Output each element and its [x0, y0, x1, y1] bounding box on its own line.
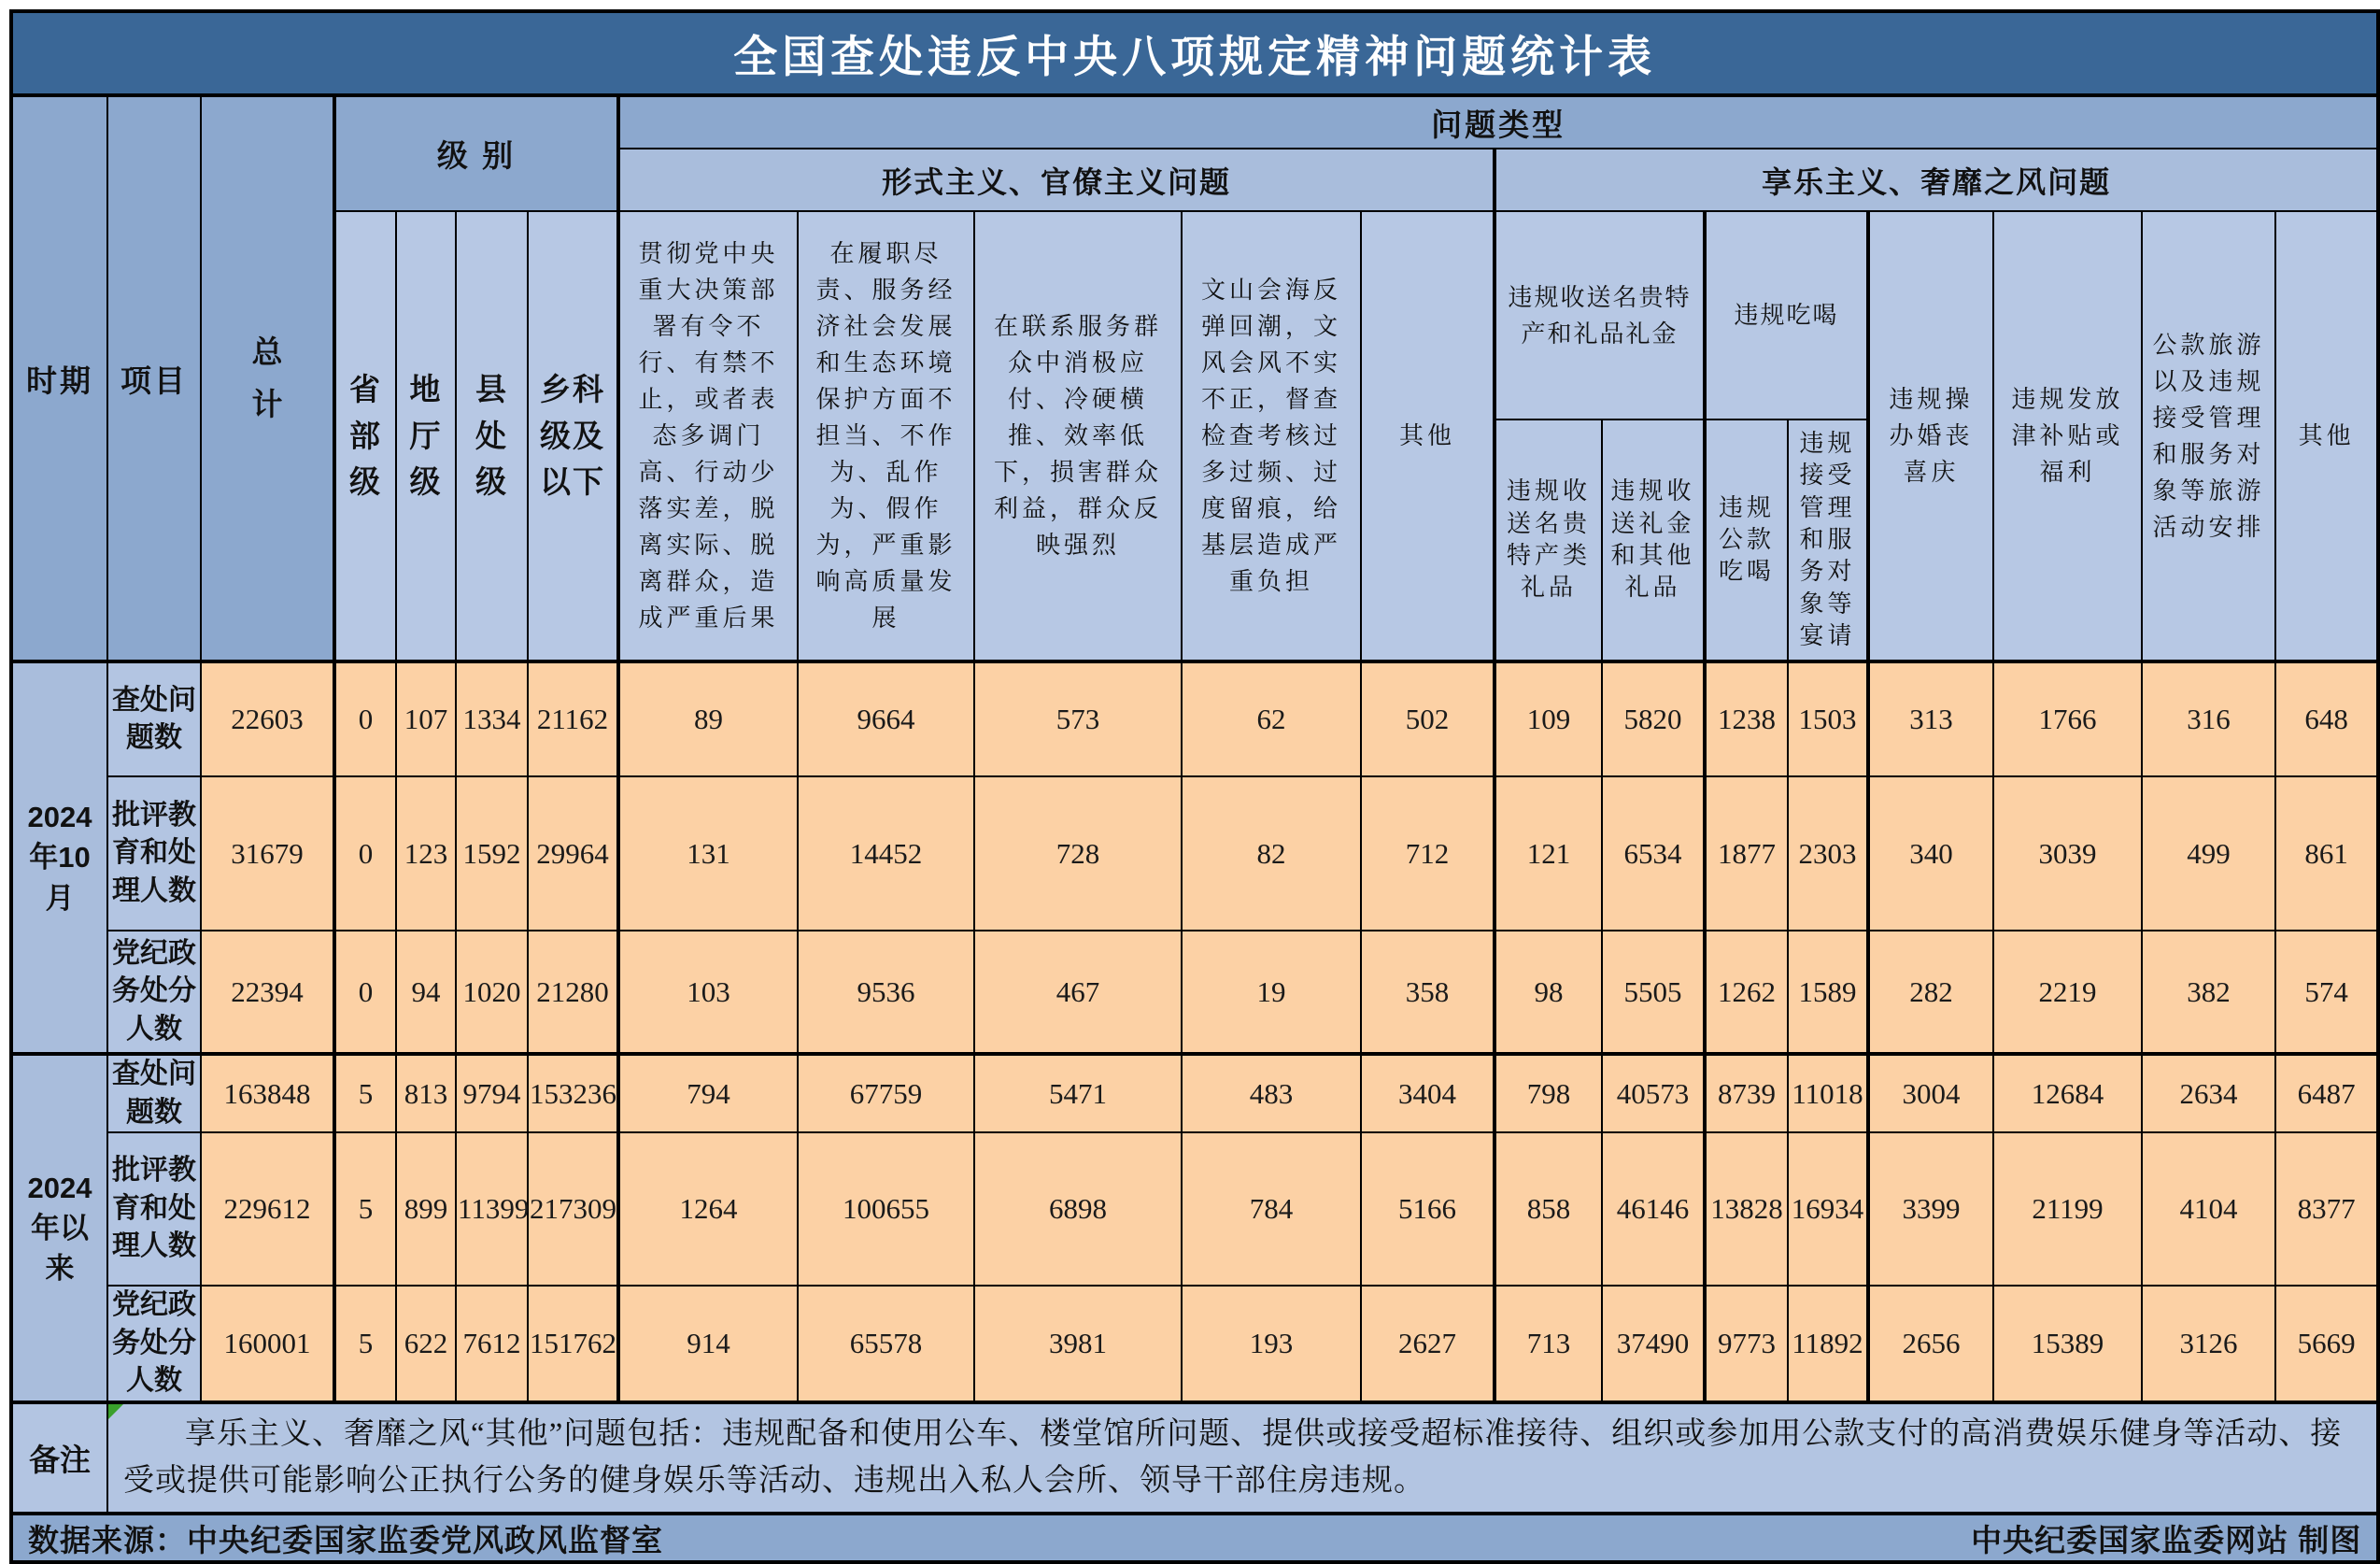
value-cell: 2219	[1993, 931, 2142, 1054]
value-cell: 728	[974, 776, 1182, 931]
value-cell: 131	[618, 776, 798, 931]
group-header-hedonism: 享乐主义、奢靡之风问题	[1495, 149, 2378, 211]
header-row-1	[11, 95, 2378, 149]
source-bar	[11, 1514, 2378, 1562]
value-cell: 467	[974, 931, 1182, 1054]
value-cell: 2303	[1788, 776, 1868, 931]
title-row	[11, 11, 2378, 95]
value-cell: 713	[1495, 1286, 1602, 1402]
value-cell: 67759	[798, 1054, 974, 1132]
col-header-total	[201, 95, 334, 661]
value-cell: 9664	[798, 661, 974, 776]
col-header-wedding-funeral: 违规操办婚丧喜庆	[1868, 211, 1993, 661]
value-cell: 31679	[201, 776, 334, 931]
value-cell: 5166	[1361, 1132, 1495, 1286]
value-cell: 1592	[456, 776, 528, 931]
total-label: 总计	[251, 334, 283, 422]
group-header-problem-type: 问题类型	[618, 95, 2378, 149]
value-cell: 121	[1495, 776, 1602, 931]
group-header-dining: 违规吃喝	[1705, 211, 1868, 419]
group-header-gifts: 违规收送名贵特产和礼品礼金	[1495, 211, 1705, 419]
value-cell: 160001	[201, 1286, 334, 1402]
col-header-subsidies-welfare: 违规发放津补贴或福利	[1993, 211, 2142, 661]
value-cell: 3039	[1993, 776, 2142, 931]
value-cell: 813	[396, 1054, 456, 1132]
value-cell: 1264	[618, 1132, 798, 1286]
value-cell: 40573	[1602, 1054, 1705, 1132]
value-cell: 1877	[1705, 776, 1788, 931]
value-cell: 8377	[2275, 1132, 2378, 1286]
value-cell: 1766	[1993, 661, 2142, 776]
col-header-gift-money: 违规收送礼金和其他礼品	[1602, 419, 1705, 661]
value-cell: 37490	[1602, 1286, 1705, 1402]
value-cell: 46146	[1602, 1132, 1705, 1286]
value-cell: 5	[334, 1054, 396, 1132]
row-label-cell: 查处问题数	[107, 661, 201, 776]
value-cell: 98	[1495, 931, 1602, 1054]
value-cell: 12684	[1993, 1054, 2142, 1132]
col-header-public-funds-dining: 违规公款吃喝	[1705, 419, 1788, 661]
value-cell: 11399	[456, 1132, 528, 1286]
col-header-formalism-other: 其他	[1361, 211, 1495, 661]
value-cell: 2656	[1868, 1286, 1993, 1402]
value-cell: 0	[334, 931, 396, 1054]
value-cell: 6898	[974, 1132, 1182, 1286]
value-cell: 19	[1182, 931, 1361, 1054]
value-cell: 7612	[456, 1286, 528, 1402]
col-header-serving-masses: 在联系服务群众中消极应付、冷硬横推、效率低下，损害群众利益，群众反映强烈	[974, 211, 1182, 661]
note-row	[11, 1402, 2378, 1514]
value-cell: 4104	[2142, 1132, 2275, 1286]
value-cell: 151762	[528, 1286, 618, 1402]
value-cell: 3399	[1868, 1132, 1993, 1286]
col-header-policy-implementation: 贯彻党中央重大决策部署有令不行、有禁不止，或者表态多调门高、行动少落实差，脱离实际、脱离群众，造成严重后果	[618, 211, 798, 661]
value-cell: 3004	[1868, 1054, 1993, 1132]
value-cell: 5471	[974, 1054, 1182, 1132]
value-cell: 358	[1361, 931, 1495, 1054]
value-cell: 16934	[1788, 1132, 1868, 1286]
value-cell: 22603	[201, 661, 334, 776]
value-cell: 229612	[201, 1132, 334, 1286]
value-cell: 13828	[1705, 1132, 1788, 1286]
value-cell: 11892	[1788, 1286, 1868, 1402]
value-cell: 1589	[1788, 931, 1868, 1054]
note-cell	[107, 1402, 2378, 1514]
credit-text: 中央纪委国家监委网站 制图	[1971, 1522, 2362, 1557]
value-cell: 574	[2275, 931, 2378, 1054]
period-cell: 2024年10月	[11, 661, 107, 1054]
note-label-cell: 备注	[11, 1402, 107, 1514]
value-cell: 784	[1182, 1132, 1361, 1286]
value-cell: 15389	[1993, 1286, 2142, 1402]
table-row	[11, 1054, 2378, 1132]
value-cell: 22394	[201, 931, 334, 1054]
col-header-county-level: 县处级	[456, 211, 528, 661]
row-label-cell: 查处问题数	[107, 1054, 201, 1132]
col-header-township-level: 乡科级及以下	[528, 211, 618, 661]
value-cell: 712	[1361, 776, 1495, 931]
value-cell: 193	[1182, 1286, 1361, 1402]
value-cell: 153236	[528, 1054, 618, 1132]
value-cell: 6534	[1602, 776, 1705, 931]
value-cell: 573	[974, 661, 1182, 776]
value-cell: 9536	[798, 931, 974, 1054]
table-row	[11, 776, 2378, 931]
col-header-gift-specialty: 违规收送名贵特产类礼品	[1495, 419, 1602, 661]
value-cell: 217309	[528, 1132, 618, 1286]
value-cell: 858	[1495, 1132, 1602, 1286]
value-cell: 14452	[798, 776, 974, 931]
value-cell: 0	[334, 661, 396, 776]
table-row	[11, 931, 2378, 1054]
value-cell: 3126	[2142, 1286, 2275, 1402]
col-header-banquet-invitation: 违规接受管理和服务对象等宴请	[1788, 419, 1868, 661]
value-cell: 1334	[456, 661, 528, 776]
col-header-prefecture-level: 地厅级	[396, 211, 456, 661]
note-text: 享乐主义、奢靡之风“其他”问题包括：违规配备和使用公车、楼堂馆所问题、提供或接受超标准接待、组织或参加用公款支付的高消费娱乐健身等活动、接受或提供可能影响公正执行公务的健身娱乐等活动、违规出入私人会所、领导干部住房违规。	[123, 1417, 2343, 1498]
value-cell: 65578	[798, 1286, 974, 1402]
value-cell: 123	[396, 776, 456, 931]
value-cell: 2627	[1361, 1286, 1495, 1402]
value-cell: 499	[2142, 776, 2275, 931]
value-cell: 313	[1868, 661, 1993, 776]
value-cell: 648	[2275, 661, 2378, 776]
value-cell: 0	[334, 776, 396, 931]
value-cell: 382	[2142, 931, 2275, 1054]
table-row	[11, 1286, 2378, 1402]
col-header-period: 时期	[11, 95, 107, 661]
value-cell: 9794	[456, 1054, 528, 1132]
col-header-meetings-documents: 文山会海反弹回潮，文风会风不实不正，督查检查考核过多过频、过度留痕，给基层造成严重负担	[1182, 211, 1361, 661]
group-header-level: 级 别	[334, 95, 618, 211]
col-header-public-funded-travel: 公款旅游以及违规接受管理和服务对象等旅游活动安排	[2142, 211, 2275, 661]
value-cell: 798	[1495, 1054, 1602, 1132]
value-cell: 21199	[1993, 1132, 2142, 1286]
table-row	[11, 1132, 2378, 1286]
period-cell: 2024年以来	[11, 1054, 107, 1402]
col-header-duty-performance: 在履职尽责、服务经济社会发展和生态环境保护方面不担当、不作为、乱作为、假作为，严重影响高质量发展	[798, 211, 974, 661]
value-cell: 1020	[456, 931, 528, 1054]
row-label-cell: 批评教育和处理人数	[107, 1132, 201, 1286]
value-cell: 109	[1495, 661, 1602, 776]
value-cell: 5820	[1602, 661, 1705, 776]
value-cell: 1262	[1705, 931, 1788, 1054]
source-row	[11, 1514, 2378, 1562]
value-cell: 103	[618, 931, 798, 1054]
value-cell: 3981	[974, 1286, 1182, 1402]
row-label-cell: 党纪政务处分人数	[107, 931, 201, 1054]
table-row	[11, 661, 2378, 776]
value-cell: 861	[2275, 776, 2378, 931]
value-cell: 914	[618, 1286, 798, 1402]
value-cell: 89	[618, 661, 798, 776]
value-cell: 94	[396, 931, 456, 1054]
value-cell: 21280	[528, 931, 618, 1054]
value-cell: 29964	[528, 776, 618, 931]
col-header-province-level: 省部级	[334, 211, 396, 661]
value-cell: 82	[1182, 776, 1361, 931]
value-cell: 340	[1868, 776, 1993, 931]
row-label-cell: 党纪政务处分人数	[107, 1286, 201, 1402]
col-header-item: 项目	[107, 95, 201, 661]
value-cell: 1238	[1705, 661, 1788, 776]
header-row-3	[11, 211, 2378, 419]
value-cell: 21162	[528, 661, 618, 776]
value-cell: 107	[396, 661, 456, 776]
value-cell: 5	[334, 1132, 396, 1286]
value-cell: 9773	[1705, 1286, 1788, 1402]
value-cell: 2634	[2142, 1054, 2275, 1132]
value-cell: 899	[396, 1132, 456, 1286]
value-cell: 100655	[798, 1132, 974, 1286]
col-header-hedonism-other: 其他	[2275, 211, 2378, 661]
value-cell: 794	[618, 1054, 798, 1132]
note-corner-marker	[108, 1404, 123, 1419]
value-cell: 622	[396, 1286, 456, 1402]
value-cell: 5	[334, 1286, 396, 1402]
value-cell: 282	[1868, 931, 1993, 1054]
data-source-text: 数据来源：中央纪委国家监委党风政风监督室	[28, 1522, 663, 1557]
value-cell: 316	[2142, 661, 2275, 776]
statistics-table	[9, 9, 2380, 1564]
value-cell: 8739	[1705, 1054, 1788, 1132]
value-cell: 502	[1361, 661, 1495, 776]
page-title: 全国查处违反中央八项规定精神问题统计表	[11, 11, 2378, 95]
row-label-cell: 批评教育和处理人数	[107, 776, 201, 931]
value-cell: 3404	[1361, 1054, 1495, 1132]
value-cell: 483	[1182, 1054, 1361, 1132]
value-cell: 1503	[1788, 661, 1868, 776]
value-cell: 5669	[2275, 1286, 2378, 1402]
value-cell: 6487	[2275, 1054, 2378, 1132]
value-cell: 62	[1182, 661, 1361, 776]
value-cell: 11018	[1788, 1054, 1868, 1132]
group-header-formalism: 形式主义、官僚主义问题	[618, 149, 1495, 211]
value-cell: 163848	[201, 1054, 334, 1132]
value-cell: 5505	[1602, 931, 1705, 1054]
